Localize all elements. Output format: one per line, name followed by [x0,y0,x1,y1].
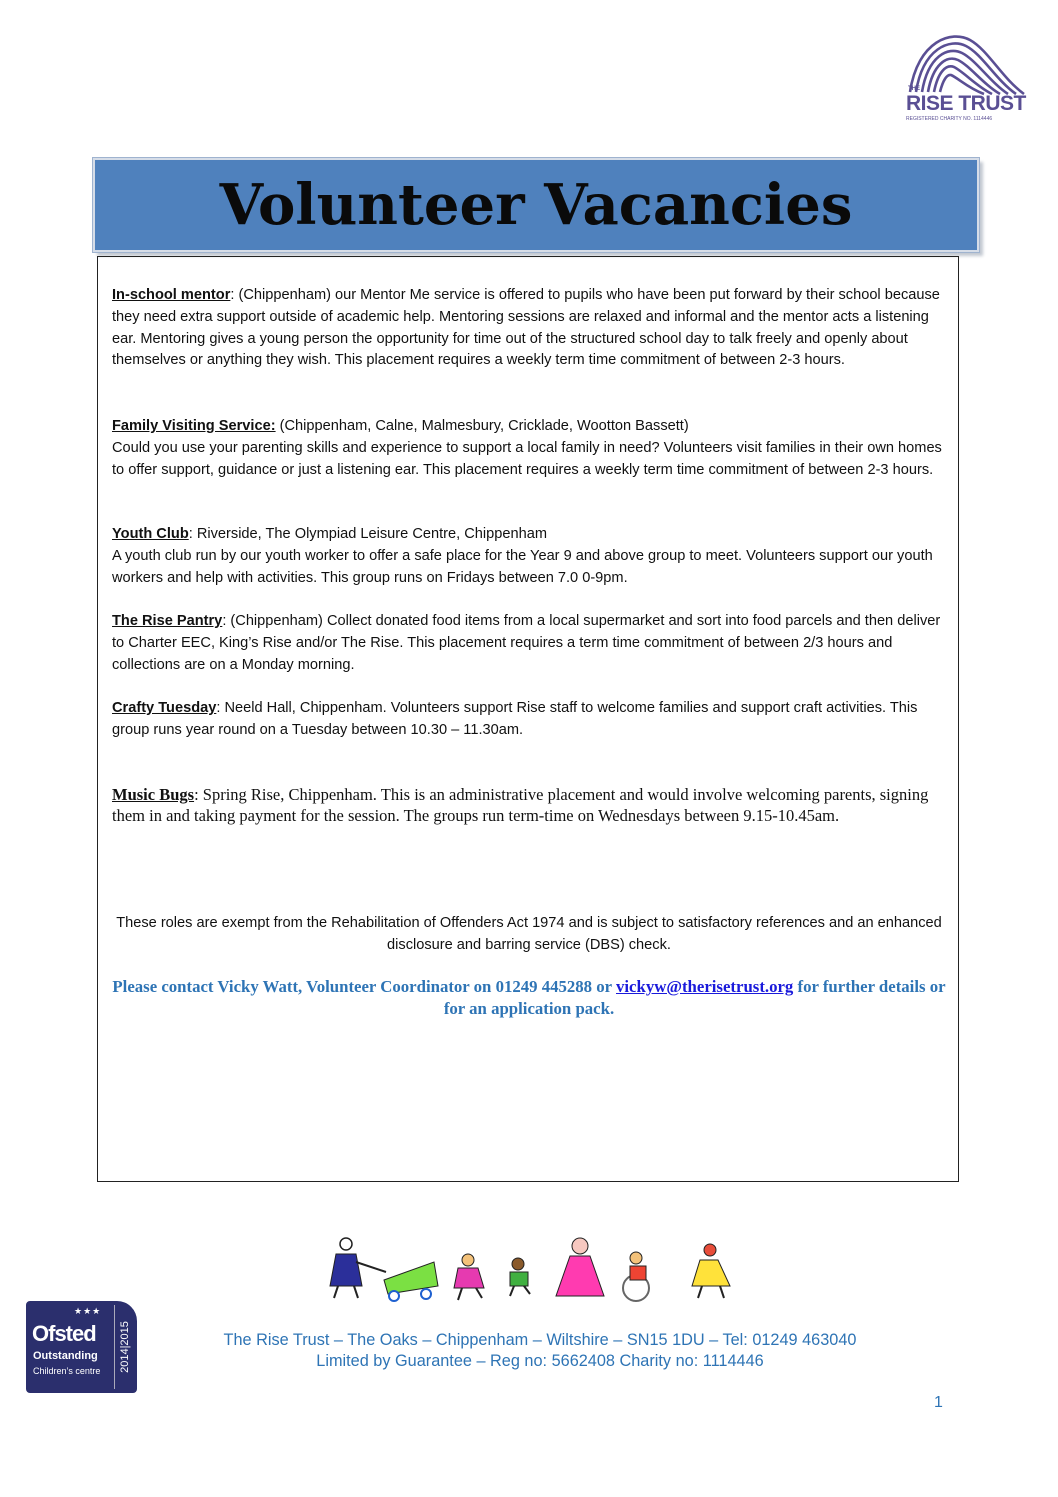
vacancy-locations: (Chippenham, Calne, Malmesbury, Cricklade, Wootton Bassett) [275,418,689,434]
vacancy-body: : Neeld Hall, Chippenham. Volunteers support Rise staff to welcome families and support craft activities. This group runs year round on a Tuesday between 10.30 – 11.30am. [112,700,918,738]
ofsted-name: Ofsted [32,1321,96,1346]
vacancy-youth-club [112,524,946,589]
logo-the-text: THE [908,86,920,92]
contact-suffix: for further details or for an application pack. [443,977,946,1018]
vacancy-body: Could you use your parenting skills and experience to support a local family in need? Volunteers visit families in their own homes to offer support, guidance or just a listening ear. This placement requires a weekly term time commitment of between 2-3 hours. [112,439,942,478]
vacancy-body: : (Chippenham) our Mentor Me service is offered to pupils who have been put forward by their school because they need extra support outside of academic help. Mentoring sessions are relaxed and informal and the mentor acts a listening ear. Mentoring gives a young person the opportunity for time out of the structured school day to talk freely and openly about themselves or anything they wish. This placement requires a weekly term time commitment of between 2-3 hours. [112,287,940,369]
exemption-note: These roles are exempt from the Rehabilitation of Offenders Act 1974 and is subject to satisfactory references and an enhanced disclosure and barring service (DBS) check. [116,915,942,953]
vacancy-heading: The Rise Pantry [112,613,223,629]
page-title: Volunteer Vacancies [219,172,853,238]
vacancy-heading: In-school mentor [112,287,231,303]
title-banner [93,158,979,252]
vacancy-body: A youth club run by our youth worker to offer a safe place for the Year 9 and above group to meet. Volunteers support our youth workers and help with activities. This group runs on Fridays between 7.0 0-9pm. [112,547,933,586]
ofsted-type: Children’s centre [33,1366,101,1376]
vacancy-family-visiting [112,416,946,481]
ofsted-badge [26,1301,137,1393]
logo-registered-text: REGISTERED CHARITY NO. 1114446 [906,116,993,122]
vacancy-body: : (Chippenham) Collect donated food items from a local supermarket and sort into food parcels and then deliver to Charter EEC, King’s Rise and/or The Rise. This placement requires a term time commitment of between 2/3 hours and collections are on a Monday morning. [112,613,941,673]
vacancy-in-school-mentor [112,285,946,372]
ofsted-years: 2014|2015 [114,1305,135,1389]
vacancy-location: : Riverside, The Olympiad Leisure Centre, Chippenham [188,526,547,542]
page-number: 1 [934,1394,943,1411]
vacancy-rise-pantry [112,611,946,676]
contact-prefix: Please contact Vicky Watt, Volunteer Coordinator on 01249 445288 or [112,977,616,996]
rise-trust-logo-arches [904,26,1028,96]
logo-name-text: RISE TRUST [906,92,1026,115]
contact-info [106,976,952,1019]
vacancy-heading: Crafty Tuesday [112,700,217,716]
vacancy-heading: Music Bugs [112,785,195,804]
contact-email-link[interactable]: vickyw@therisetrust.org [616,977,794,996]
vacancy-body: : Spring Rise, Chippenham. This is an administrative placement and would involve welcoming parents, signing them in and taking payment for the session. The groups run term-time on Wednesdays between 9.15-10.45am. [112,785,929,825]
vacancy-crafty-tuesday [112,698,946,742]
footer-address: The Rise Trust – The Oaks – Chippenham – Wiltshire – SN15 1DU – Tel: 01249 463040 [223,1331,857,1349]
ofsted-rating: Outstanding [33,1350,98,1362]
footer-registration: Limited by Guarantee – Reg no: 5662408 Charity no: 1114446 [316,1352,764,1370]
star-icon: ★★★ [74,1307,102,1317]
vacancy-heading: Family Visiting Service: [112,418,276,434]
rise-trust-logo [904,26,1028,126]
vacancy-music-bugs [112,784,946,826]
children-illustration [318,1236,738,1308]
vacancy-heading: Youth Club [112,526,189,542]
